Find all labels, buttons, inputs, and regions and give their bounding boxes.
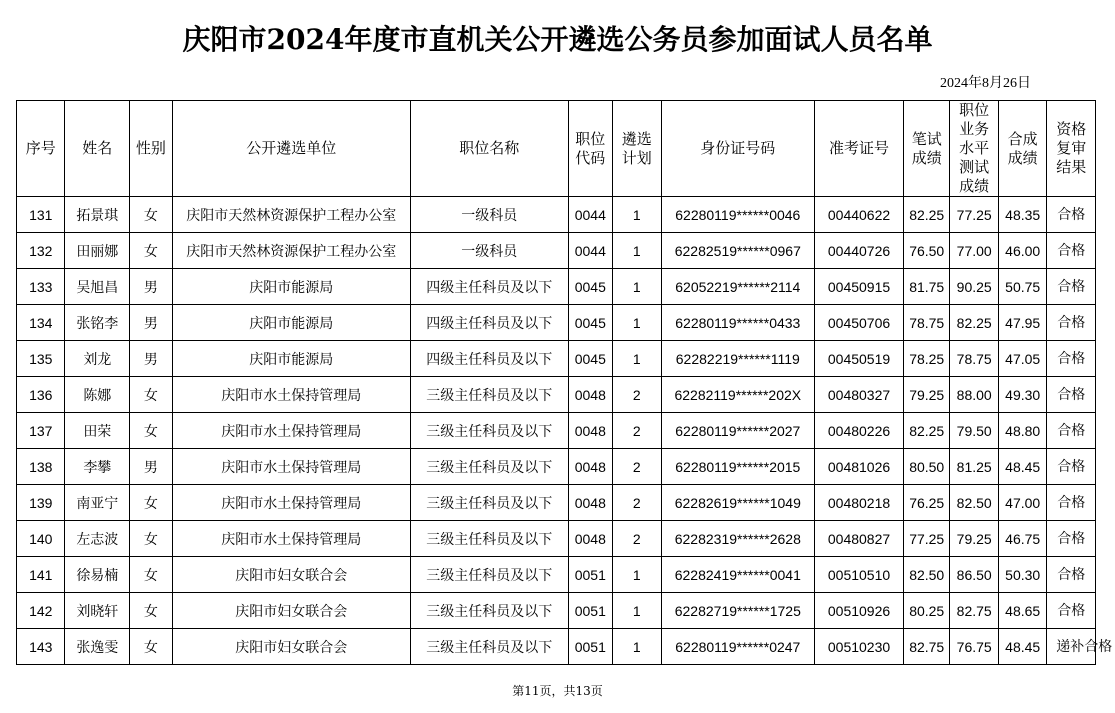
cell-skill-score: 76.75 [950, 629, 998, 665]
cell-plan: 1 [613, 341, 661, 377]
cell-ticket-number: 00481026 [815, 449, 904, 485]
cell-gender: 女 [130, 413, 172, 449]
cell-written-score: 79.25 [903, 377, 949, 413]
cell-review-result: 合格 [1047, 341, 1096, 377]
cell-plan: 2 [613, 413, 661, 449]
cell-unit: 庆阳市水土保持管理局 [172, 377, 410, 413]
cell-unit: 庆阳市能源局 [172, 269, 410, 305]
cell-seq: 143 [17, 629, 65, 665]
cell-gender: 女 [130, 593, 172, 629]
cell-skill-score: 82.25 [950, 305, 998, 341]
table-row [17, 377, 1096, 413]
cell-ticket-number: 00450706 [815, 305, 904, 341]
page-footer: 第11页，共13页 [512, 684, 603, 698]
cell-unit: 庆阳市妇女联合会 [172, 557, 410, 593]
cell-seq: 135 [17, 341, 65, 377]
cell-combined-score: 48.45 [998, 449, 1046, 485]
cell-written-score: 80.50 [903, 449, 949, 485]
cell-plan: 2 [613, 485, 661, 521]
cell-review-result: 合格 [1047, 197, 1096, 233]
cell-position: 一级科员 [410, 197, 568, 233]
cell-review-result: 合格 [1047, 305, 1096, 341]
cell-review-result: 递补合格 [1047, 629, 1096, 665]
cell-review-result: 合格 [1047, 485, 1096, 521]
cell-seq: 131 [17, 197, 65, 233]
cell-written-score: 82.75 [903, 629, 949, 665]
table-row [17, 341, 1096, 377]
cell-position: 三级主任科员及以下 [410, 485, 568, 521]
cell-review-result: 合格 [1047, 521, 1096, 557]
cell-skill-score: 79.25 [950, 521, 998, 557]
cell-plan: 1 [613, 233, 661, 269]
cell-name: 左志波 [65, 521, 130, 557]
table-row [17, 485, 1096, 521]
cell-review-result: 合格 [1047, 557, 1096, 593]
cell-combined-score: 48.35 [998, 197, 1046, 233]
document-date: 2024年8月26日 [940, 76, 1031, 91]
cell-seq: 132 [17, 233, 65, 269]
cell-name: 张逸雯 [65, 629, 130, 665]
cell-ticket-number: 00440726 [815, 233, 904, 269]
cell-gender: 女 [130, 485, 172, 521]
cell-position-code: 0051 [568, 557, 612, 593]
cell-combined-score: 48.65 [998, 593, 1046, 629]
header-combined-score: 合成成绩 [998, 101, 1046, 197]
cell-position: 四级主任科员及以下 [410, 305, 568, 341]
cell-unit: 庆阳市水土保持管理局 [172, 485, 410, 521]
cell-combined-score: 48.80 [998, 413, 1046, 449]
cell-combined-score: 50.30 [998, 557, 1046, 593]
cell-combined-score: 47.95 [998, 305, 1046, 341]
cell-plan: 2 [613, 521, 661, 557]
cell-position: 四级主任科员及以下 [410, 269, 568, 305]
cell-ticket-number: 00440622 [815, 197, 904, 233]
cell-unit: 庆阳市能源局 [172, 341, 410, 377]
cell-id-number: 62280119******0046 [661, 197, 815, 233]
header-position: 职位名称 [410, 101, 568, 197]
cell-id-number: 62280119******2015 [661, 449, 815, 485]
cell-written-score: 76.25 [903, 485, 949, 521]
cell-position: 三级主任科员及以下 [410, 413, 568, 449]
cell-id-number: 62282119******202X [661, 377, 815, 413]
cell-written-score: 82.25 [903, 413, 949, 449]
cell-gender: 女 [130, 629, 172, 665]
cell-plan: 1 [613, 629, 661, 665]
cell-name: 刘晓轩 [65, 593, 130, 629]
header-skill-score: 职位业务水平测试成绩 [950, 101, 998, 197]
cell-position-code: 0051 [568, 629, 612, 665]
header-review-result: 资格复审结果 [1047, 101, 1096, 197]
cell-ticket-number: 00480226 [815, 413, 904, 449]
cell-gender: 女 [130, 197, 172, 233]
cell-ticket-number: 00450915 [815, 269, 904, 305]
cell-plan: 2 [613, 377, 661, 413]
cell-plan: 2 [613, 449, 661, 485]
table-header-row [17, 101, 1096, 197]
cell-ticket-number: 00480827 [815, 521, 904, 557]
cell-unit: 庆阳市妇女联合会 [172, 593, 410, 629]
cell-skill-score: 78.75 [950, 341, 998, 377]
cell-id-number: 62280119******2027 [661, 413, 815, 449]
cell-name: 南亚宁 [65, 485, 130, 521]
cell-position-code: 0048 [568, 485, 612, 521]
cell-unit: 庆阳市妇女联合会 [172, 629, 410, 665]
cell-skill-score: 77.00 [950, 233, 998, 269]
cell-id-number: 62282619******1049 [661, 485, 815, 521]
cell-position: 三级主任科员及以下 [410, 449, 568, 485]
header-name: 姓名 [65, 101, 130, 197]
cell-gender: 女 [130, 233, 172, 269]
cell-position-code: 0045 [568, 269, 612, 305]
document-title: 庆阳市2024年度市直机关公开遴选公务员参加面试人员名单 [182, 23, 933, 56]
cell-seq: 138 [17, 449, 65, 485]
cell-id-number: 62282219******1119 [661, 341, 815, 377]
header-gender: 性别 [130, 101, 172, 197]
header-position-code: 职位代码 [568, 101, 612, 197]
table-row [17, 629, 1096, 665]
cell-ticket-number: 00480218 [815, 485, 904, 521]
cell-gender: 女 [130, 521, 172, 557]
cell-id-number: 62280119******0247 [661, 629, 815, 665]
cell-unit: 庆阳市水土保持管理局 [172, 449, 410, 485]
cell-position: 四级主任科员及以下 [410, 341, 568, 377]
cell-ticket-number: 00510230 [815, 629, 904, 665]
cell-plan: 1 [613, 557, 661, 593]
cell-position-code: 0045 [568, 305, 612, 341]
cell-plan: 1 [613, 197, 661, 233]
cell-name: 陈娜 [65, 377, 130, 413]
cell-written-score: 76.50 [903, 233, 949, 269]
cell-review-result: 合格 [1047, 233, 1096, 269]
cell-position: 三级主任科员及以下 [410, 629, 568, 665]
cell-seq: 134 [17, 305, 65, 341]
cell-written-score: 78.75 [903, 305, 949, 341]
table-row [17, 521, 1096, 557]
cell-combined-score: 46.00 [998, 233, 1046, 269]
cell-name: 田荣 [65, 413, 130, 449]
cell-id-number: 62052219******2114 [661, 269, 815, 305]
cell-combined-score: 47.00 [998, 485, 1046, 521]
cell-combined-score: 46.75 [998, 521, 1046, 557]
cell-gender: 男 [130, 341, 172, 377]
cell-combined-score: 48.45 [998, 629, 1046, 665]
cell-skill-score: 86.50 [950, 557, 998, 593]
cell-position-code: 0048 [568, 377, 612, 413]
cell-unit: 庆阳市水土保持管理局 [172, 413, 410, 449]
cell-seq: 139 [17, 485, 65, 521]
cell-gender: 男 [130, 305, 172, 341]
cell-id-number: 62282719******1725 [661, 593, 815, 629]
cell-plan: 1 [613, 593, 661, 629]
cell-id-number: 62282519******0967 [661, 233, 815, 269]
cell-gender: 女 [130, 557, 172, 593]
cell-position: 三级主任科员及以下 [410, 521, 568, 557]
cell-gender: 男 [130, 449, 172, 485]
header-seq: 序号 [17, 101, 65, 197]
header-ticket-number: 准考证号 [815, 101, 904, 197]
cell-position: 三级主任科员及以下 [410, 557, 568, 593]
cell-gender: 男 [130, 269, 172, 305]
cell-unit: 庆阳市天然林资源保护工程办公室 [172, 197, 410, 233]
cell-position-code: 0051 [568, 593, 612, 629]
cell-combined-score: 49.30 [998, 377, 1046, 413]
cell-skill-score: 81.25 [950, 449, 998, 485]
cell-position-code: 0045 [568, 341, 612, 377]
cell-ticket-number: 00510510 [815, 557, 904, 593]
cell-position: 三级主任科员及以下 [410, 593, 568, 629]
cell-skill-score: 90.25 [950, 269, 998, 305]
cell-position-code: 0044 [568, 197, 612, 233]
table-row [17, 197, 1096, 233]
table-row [17, 449, 1096, 485]
cell-seq: 142 [17, 593, 65, 629]
header-written-score: 笔试成绩 [903, 101, 949, 197]
cell-name: 拓景琪 [65, 197, 130, 233]
cell-seq: 136 [17, 377, 65, 413]
cell-seq: 141 [17, 557, 65, 593]
cell-review-result: 合格 [1047, 593, 1096, 629]
cell-position: 三级主任科员及以下 [410, 377, 568, 413]
cell-written-score: 78.25 [903, 341, 949, 377]
cell-seq: 137 [17, 413, 65, 449]
cell-seq: 140 [17, 521, 65, 557]
cell-review-result: 合格 [1047, 413, 1096, 449]
cell-position-code: 0044 [568, 233, 612, 269]
cell-position-code: 0048 [568, 449, 612, 485]
cell-id-number: 62280119******0433 [661, 305, 815, 341]
cell-unit: 庆阳市水土保持管理局 [172, 521, 410, 557]
cell-gender: 女 [130, 377, 172, 413]
cell-ticket-number: 00450519 [815, 341, 904, 377]
cell-seq: 133 [17, 269, 65, 305]
cell-unit: 庆阳市能源局 [172, 305, 410, 341]
cell-ticket-number: 00510926 [815, 593, 904, 629]
cell-skill-score: 79.50 [950, 413, 998, 449]
cell-unit: 庆阳市天然林资源保护工程办公室 [172, 233, 410, 269]
cell-plan: 1 [613, 305, 661, 341]
table-row [17, 557, 1096, 593]
cell-name: 张铭李 [65, 305, 130, 341]
cell-name: 吴旭昌 [65, 269, 130, 305]
cell-position-code: 0048 [568, 413, 612, 449]
cell-ticket-number: 00480327 [815, 377, 904, 413]
cell-review-result: 合格 [1047, 449, 1096, 485]
cell-name: 李攀 [65, 449, 130, 485]
cell-name: 刘龙 [65, 341, 130, 377]
header-id-number: 身份证号码 [661, 101, 815, 197]
cell-written-score: 81.75 [903, 269, 949, 305]
cell-combined-score: 50.75 [998, 269, 1046, 305]
cell-written-score: 82.50 [903, 557, 949, 593]
cell-review-result: 合格 [1047, 377, 1096, 413]
interview-roster-table [16, 100, 1113, 665]
cell-written-score: 80.25 [903, 593, 949, 629]
cell-id-number: 62282419******0041 [661, 557, 815, 593]
cell-name: 田丽娜 [65, 233, 130, 269]
table-row [17, 305, 1096, 341]
header-unit: 公开遴选单位 [172, 101, 410, 197]
table-row [17, 233, 1096, 269]
cell-written-score: 77.25 [903, 521, 949, 557]
cell-plan: 1 [613, 269, 661, 305]
header-plan: 遴选计划 [613, 101, 661, 197]
cell-skill-score: 82.75 [950, 593, 998, 629]
table-row [17, 269, 1096, 305]
cell-written-score: 82.25 [903, 197, 949, 233]
cell-position-code: 0048 [568, 521, 612, 557]
cell-combined-score: 47.05 [998, 341, 1046, 377]
cell-skill-score: 82.50 [950, 485, 998, 521]
cell-position: 一级科员 [410, 233, 568, 269]
cell-skill-score: 88.00 [950, 377, 998, 413]
cell-name: 徐易楠 [65, 557, 130, 593]
table-row [17, 593, 1096, 629]
cell-skill-score: 77.25 [950, 197, 998, 233]
table-row [17, 413, 1096, 449]
cell-id-number: 62282319******2628 [661, 521, 815, 557]
cell-review-result: 合格 [1047, 269, 1096, 305]
